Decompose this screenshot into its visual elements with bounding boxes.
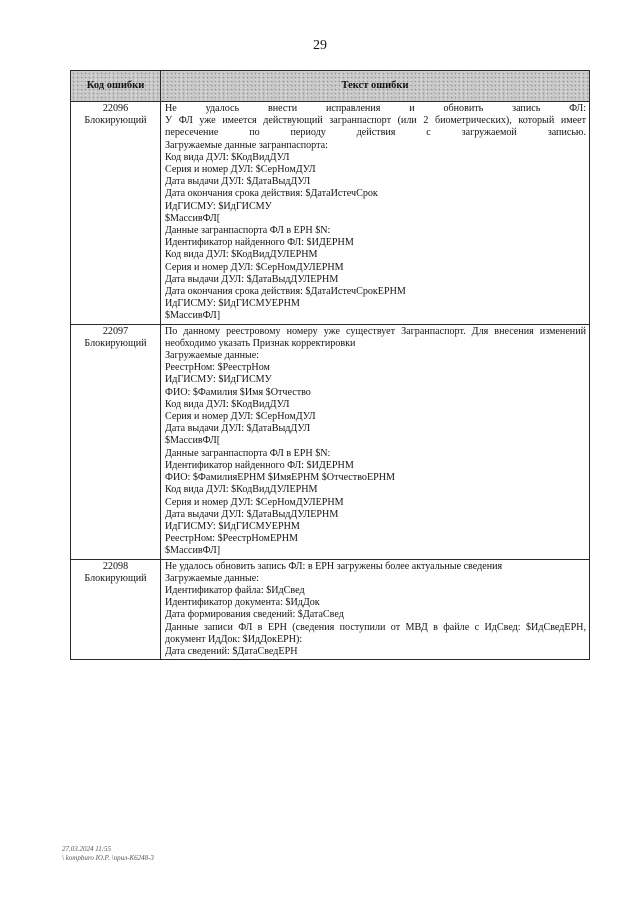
error-text-line: пересечение по периоду действия с загружаемой записью. bbox=[165, 127, 586, 139]
error-text-line: ФИО: $Фамилия $Имя $Отчество bbox=[165, 386, 311, 398]
error-text-line: Данные записи ФЛ в ЕРН (сведения поступили от МВД в файле с ИдСвед: $ИдСведЕРН, bbox=[165, 621, 586, 633]
table-row bbox=[71, 102, 590, 325]
error-text-line: РеестрНом: $РеестрНом bbox=[165, 362, 270, 374]
error-text-line: Дата формирования сведений: $ДатаСвед bbox=[165, 609, 344, 621]
error-text-line: ИдГИСМУ: $ИдГИСМУЕРНМ bbox=[165, 298, 300, 310]
error-text-line: документ ИдДок: $ИдДокЕРН): bbox=[165, 633, 303, 645]
error-text-line: Идентификатор документа: $ИдДок bbox=[165, 597, 320, 609]
error-text-line: $МассивФЛ] bbox=[165, 310, 221, 322]
error-codes-table bbox=[70, 70, 590, 660]
error-text-cell bbox=[161, 559, 590, 660]
column-header-error-code: Код ошибки bbox=[71, 71, 161, 102]
page-number: 29 bbox=[313, 38, 327, 53]
error-text-line: Загружаемые данные: bbox=[165, 572, 260, 584]
error-text-line: Дата выдачи ДУЛ: $ДатаВыдДУЛЕРНМ bbox=[165, 273, 339, 285]
error-text-line: Дата сведений: $ДатаСведЕРН bbox=[165, 645, 298, 657]
table-row bbox=[71, 559, 590, 660]
error-text-line: Данные загранпаспорта ФЛ в ЕРН $N: bbox=[165, 225, 331, 237]
table-header-row bbox=[71, 71, 590, 102]
error-text-line: ИдГИСМУ: $ИдГИСМУЕРНМ bbox=[165, 520, 300, 532]
print-stamp-datetime: 27.03.2024 11:55 bbox=[62, 845, 112, 853]
error-text-line: $МассивФЛ] bbox=[165, 545, 221, 557]
error-text-line: ИдГИСМУ: $ИдГИСМУ bbox=[165, 374, 272, 386]
column-header-error-text: Текст ошибки bbox=[161, 71, 590, 102]
error-text-line: Серия и номер ДУЛ: $СерНомДУЛ bbox=[165, 411, 316, 423]
error-text-line: У ФЛ уже имеется действующий загранпаспорт (или 2 биометрических), который имеет bbox=[165, 115, 586, 127]
error-text-line: Дата выдачи ДУЛ: $ДатаВыдДУЛЕРНМ bbox=[165, 508, 339, 520]
error-code: 22097 bbox=[102, 325, 129, 337]
error-text-line: Не удалось обновить запись ФЛ: в ЕРН загружены более актуальные сведения bbox=[165, 560, 503, 572]
error-text-line: Загружаемые данные загранпаспорта: bbox=[165, 139, 328, 151]
error-text-cell bbox=[161, 324, 590, 559]
error-text-line: Код вида ДУЛ: $КодВидДУЛЕРНМ bbox=[165, 484, 318, 496]
error-text-line: Дата выдачи ДУЛ: $ДатаВыдДУЛ bbox=[165, 176, 311, 188]
error-text-line: Дата выдачи ДУЛ: $ДатаВыдДУЛ bbox=[165, 423, 311, 435]
error-type: Блокирующий bbox=[84, 337, 147, 349]
error-text-line: Серия и номер ДУЛ: $СерНомДУЛ bbox=[165, 164, 316, 176]
error-type: Блокирующий bbox=[84, 572, 147, 584]
error-text-line: Дата окончания срока действия: $ДатаИстечСрок bbox=[165, 188, 378, 200]
error-code-cell bbox=[71, 324, 161, 559]
error-text-line: Не удалось внести исправления и обновить запись ФЛ: bbox=[165, 103, 586, 114]
error-text-line: Загружаемые данные: bbox=[165, 350, 260, 362]
error-text-line: Данные загранпаспорта ФЛ в ЕРН $N: bbox=[165, 447, 331, 459]
error-text-line: $МассивФЛ[ bbox=[165, 435, 221, 447]
error-text-line: $МассивФЛ[ bbox=[165, 212, 221, 224]
error-code: 22096 bbox=[102, 103, 129, 114]
error-text-line: Дата окончания срока действия: $ДатаИстечСрокЕРНМ bbox=[165, 286, 406, 298]
error-text-cell bbox=[161, 102, 590, 325]
error-text-line: Идентификатор найденного ФЛ: $ИДЕРНМ bbox=[165, 237, 354, 249]
error-text-line: По данному реестровому номеру уже существует Загранпаспорт. Для внесения изменений bbox=[165, 325, 586, 337]
error-code-cell bbox=[71, 102, 161, 325]
error-type: Блокирующий bbox=[84, 115, 147, 127]
error-text-line: Серия и номер ДУЛ: $СерНомДУЛЕРНМ bbox=[165, 261, 344, 273]
error-text-line: Код вида ДУЛ: $КодВидДУЛЕРНМ bbox=[165, 249, 318, 261]
error-text-line: Код вида ДУЛ: $КодВидДУЛ bbox=[165, 398, 290, 410]
error-text-line: необходимо указать Признак корректировки bbox=[165, 337, 356, 349]
table-row bbox=[71, 324, 590, 559]
error-code: 22098 bbox=[102, 560, 129, 572]
error-text-line: ФИО: $ФамилияЕРНМ $ИмяЕРНМ $ОтчествоЕРНМ bbox=[165, 472, 395, 484]
print-stamp bbox=[62, 845, 154, 863]
print-stamp-path: \ kompburo Ю.Р. \прил-К6248-3 bbox=[62, 854, 154, 862]
error-text-line: РеестрНом: $РеестрНомЕРНМ bbox=[165, 533, 298, 545]
error-text-line: ИдГИСМУ: $ИдГИСМУ bbox=[165, 200, 272, 212]
table-body bbox=[71, 102, 590, 660]
error-text-line: Идентификатор найденного ФЛ: $ИДЕРНМ bbox=[165, 459, 354, 471]
error-text-line: Идентификатор файла: $ИдСвед bbox=[165, 584, 305, 596]
error-text-line: Код вида ДУЛ: $КодВидДУЛ bbox=[165, 151, 290, 163]
error-code-cell bbox=[71, 559, 161, 660]
error-text-line: Серия и номер ДУЛ: $СерНомДУЛЕРНМ bbox=[165, 496, 344, 508]
